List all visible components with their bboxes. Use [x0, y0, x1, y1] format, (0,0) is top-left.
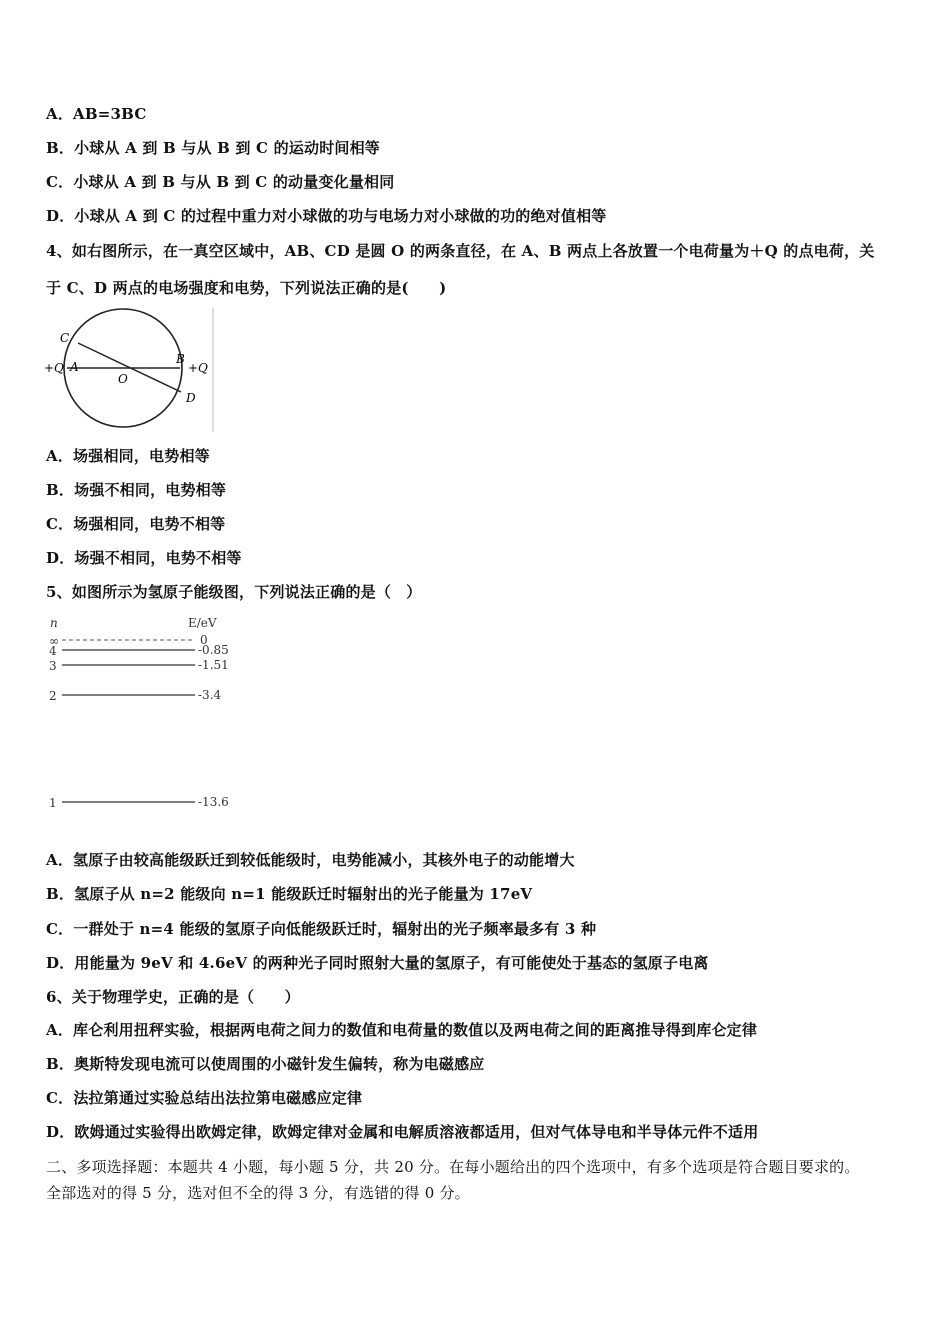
q3-option-d: D．小球从 A 到 C 的过程中重力对小球做的功与电场力对小球做的功的绝对值相等: [46, 207, 607, 225]
q5-option-a: A．氢原子由较高能级跃迁到较低能级时，电势能减小，其核外电子的动能增大: [46, 851, 575, 869]
section2-line2: 全部选对的得 5 分，选对但不全的得 3 分，有选错的得 0 分。: [46, 1184, 470, 1202]
level-e-inf: 0: [200, 633, 208, 647]
level-n-1: 1: [49, 796, 57, 810]
level-e-3: -1.51: [198, 658, 229, 672]
q4-circle-figure: [40, 306, 220, 434]
level-n-3: 3: [49, 659, 57, 673]
q4-option-a: A．场强相同，电势相等: [46, 447, 210, 465]
q6-option-c: C．法拉第通过实验总结出法拉第电磁感应定律: [46, 1089, 363, 1107]
label-b: B: [176, 352, 185, 366]
energy-header: E/eV: [188, 616, 217, 630]
n-header: n: [50, 616, 58, 630]
level-e-2: -3.4: [198, 688, 222, 702]
level-n-4: 4: [49, 644, 57, 658]
q4-option-b: B．场强不相同，电势相等: [46, 481, 227, 499]
energy-level-diagram: [40, 612, 250, 817]
label-c: C: [60, 331, 70, 345]
label-a: A: [70, 360, 79, 374]
q5-option-d: D．用能量为 9eV 和 4.6eV 的两种光子同时照射大量的氢原子，有可能使处于基态的氢原子电离: [46, 954, 709, 972]
q4-option-d: D．场强不相同，电势不相等: [46, 549, 242, 567]
q6-option-b: B．奥斯特发现电流可以使周围的小磁针发生偏转，称为电磁感应: [46, 1055, 485, 1073]
label-d: D: [186, 391, 196, 405]
q3-option-b: B．小球从 A 到 B 与从 B 到 C 的运动时间相等: [46, 139, 380, 157]
q3-option-a: A．AB=3BC: [46, 105, 147, 123]
level-n-inf: ∞: [49, 634, 59, 648]
q5-stem: 5、如图所示为氢原子能级图，下列说法正确的是（ ）: [46, 583, 422, 601]
q4-stem-line2: 于 C、D 两点的电场强度和电势，下列说法正确的是( ): [46, 279, 447, 297]
level-e-4: -0.85: [198, 643, 229, 657]
section2-line1: 二、多项选择题：本题共 4 小题，每小题 5 分，共 20 分。在每小题给出的四个选项中，有多个选项是符合题目要求的。: [46, 1158, 860, 1176]
q6-option-d: D．欧姆通过实验得出欧姆定律，欧姆定律对金属和电解质溶液都适用，但对气体导电和半导体元件不适用: [46, 1123, 759, 1141]
label-right-charge: +Q: [188, 361, 208, 375]
q6-stem: 6、关于物理学史，正确的是（ ）: [46, 988, 300, 1006]
label-o: O: [118, 372, 128, 386]
q5-option-c: C．一群处于 n=4 能级的氢原子向低能级跃迁时，辐射出的光子频率最多有 3 种: [46, 920, 597, 938]
label-left-charge: +Q: [44, 361, 64, 375]
q6-option-a: A．库仑利用扭秤实验，根据两电荷之间力的数值和电荷量的数值以及两电荷之间的距离推导得到库仑定律: [46, 1021, 758, 1039]
q4-option-c: C．场强相同，电势不相等: [46, 515, 226, 533]
q4-stem-line1: 4、如右图所示，在一真空区域中，AB、CD 是圆 O 的两条直径，在 A、B 两点上各放置一个电荷量为＋Q 的点电荷，关: [46, 242, 875, 260]
q3-option-c: C．小球从 A 到 B 与从 B 到 C 的动量变化量相同: [46, 173, 395, 191]
q5-option-b: B．氢原子从 n=2 能级向 n=1 能级跃迁时辐射出的光子能量为 17eV: [46, 885, 533, 903]
level-n-2: 2: [49, 689, 57, 703]
level-e-1: -13.6: [198, 795, 229, 809]
